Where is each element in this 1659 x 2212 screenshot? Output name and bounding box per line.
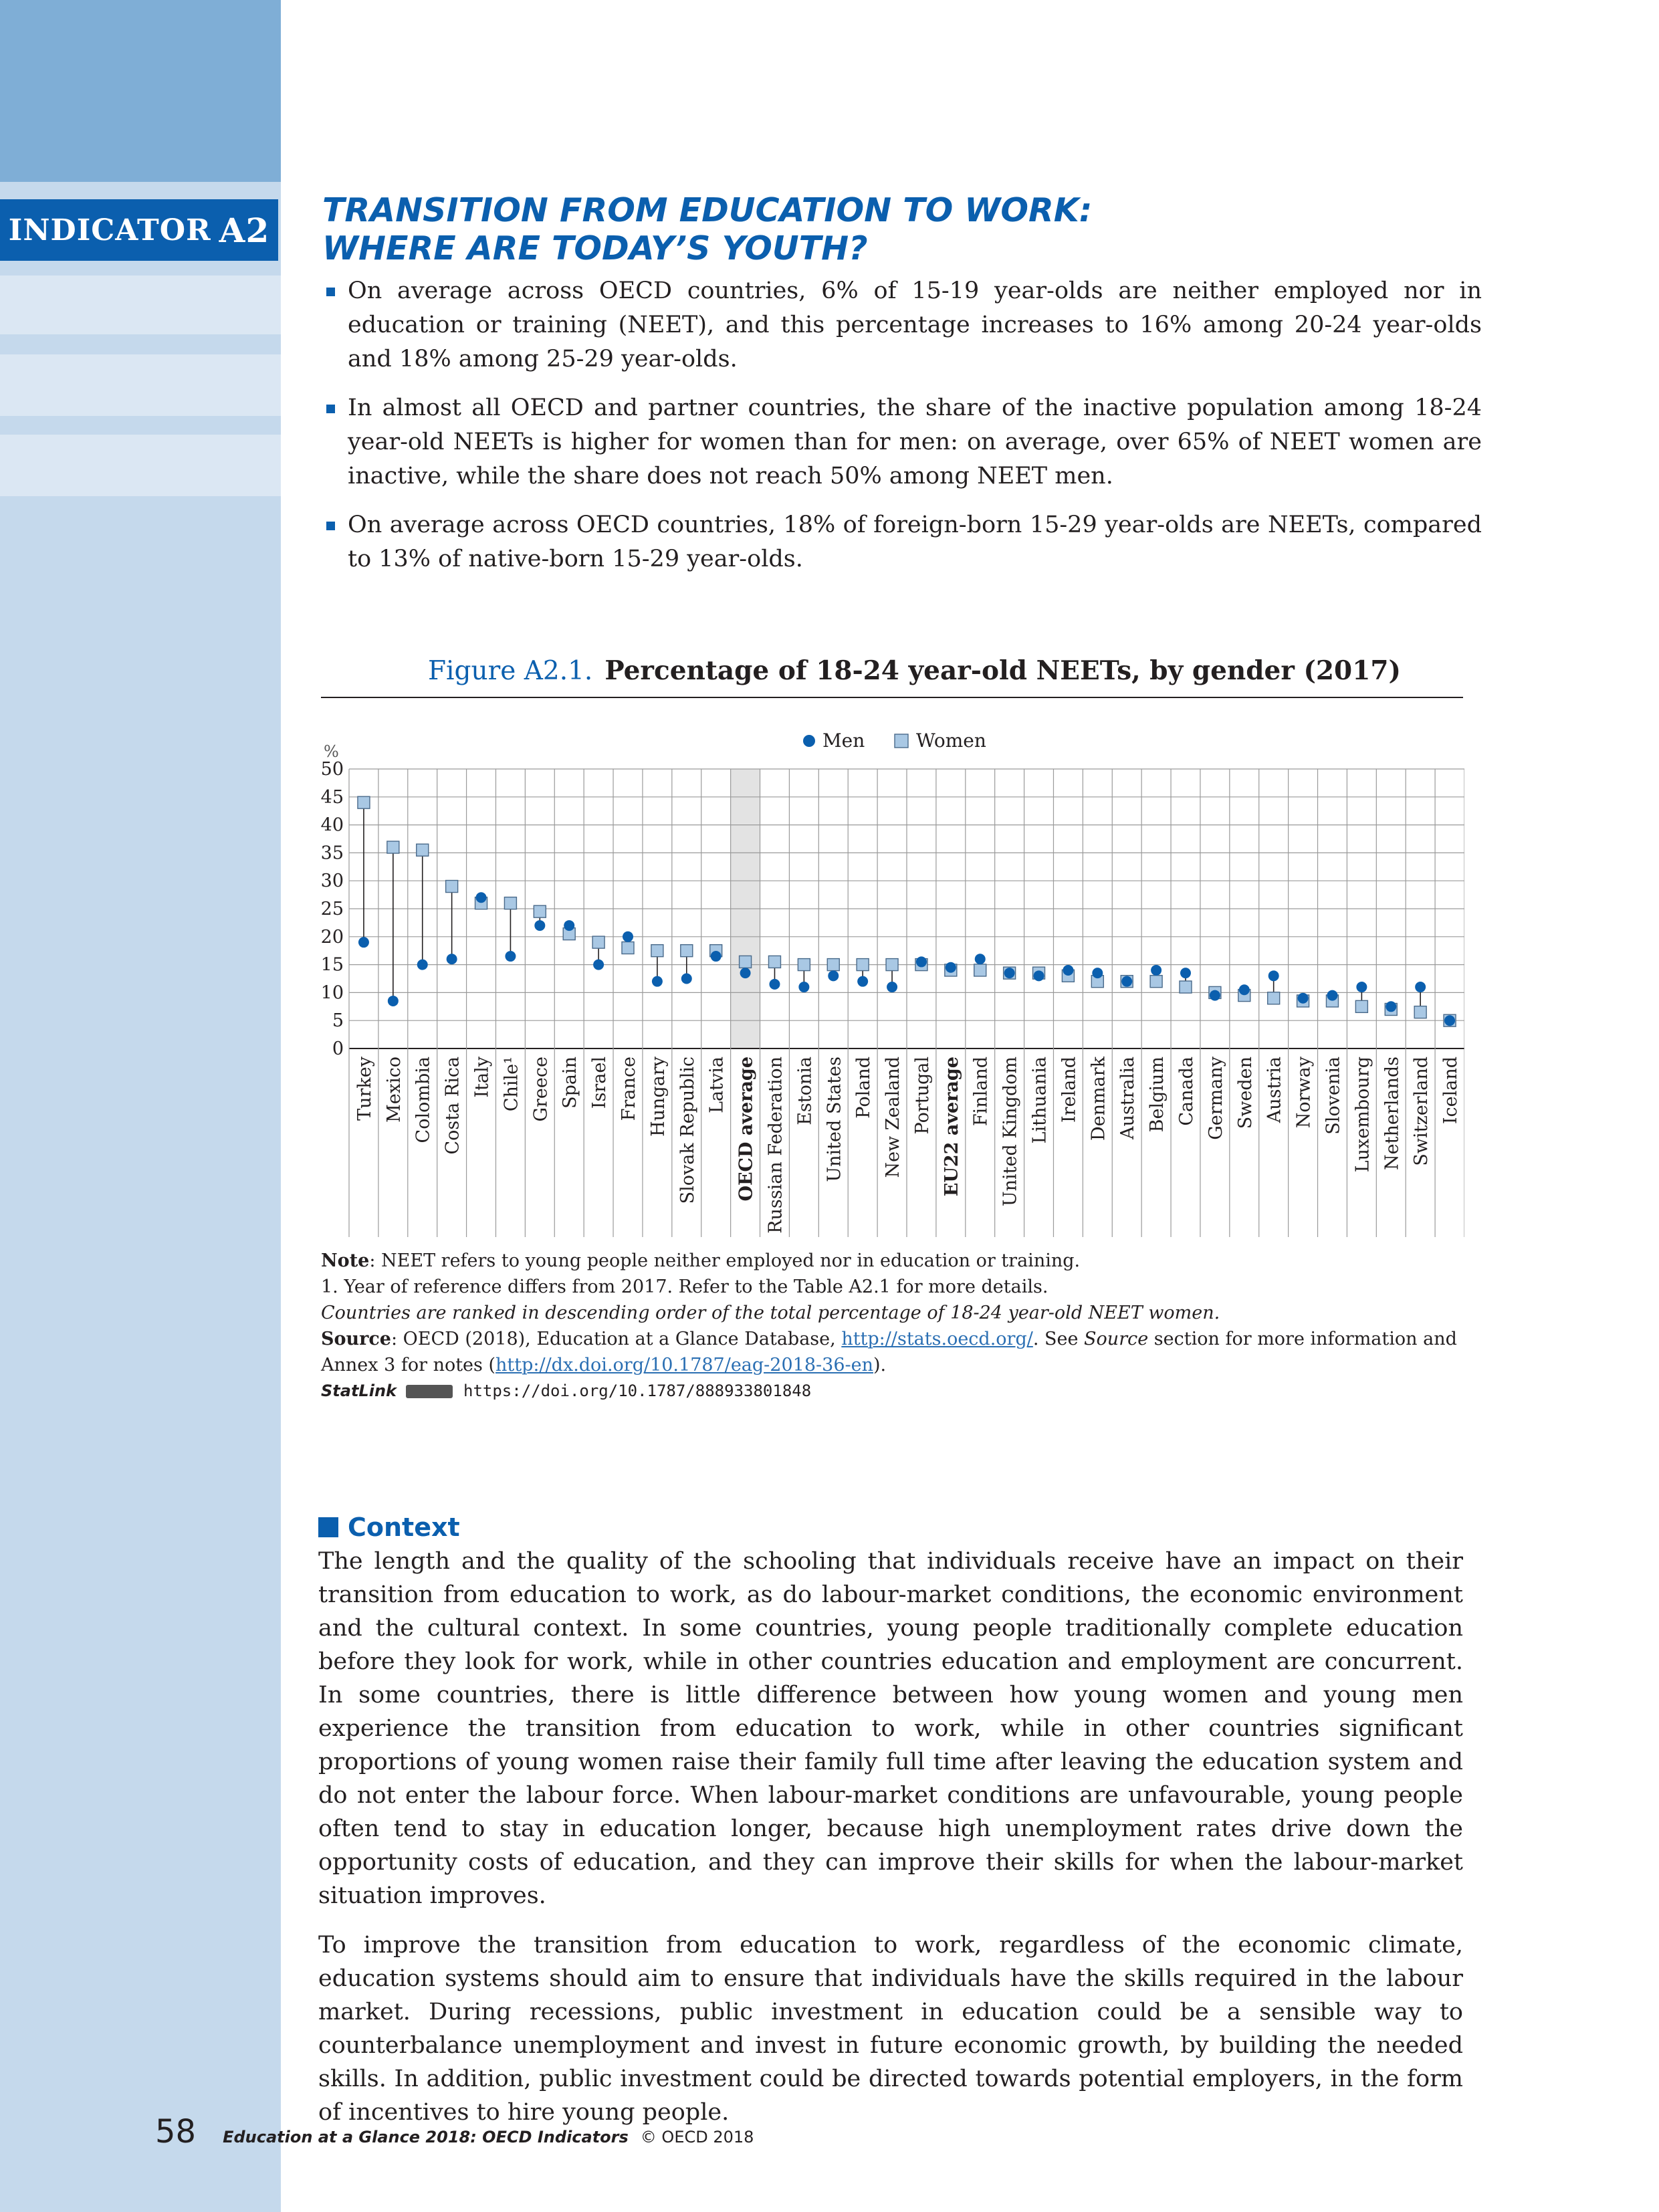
note-label: Note bbox=[321, 1250, 370, 1271]
y-tick-label: 10 bbox=[320, 982, 344, 1004]
women-point bbox=[798, 959, 810, 971]
y-tick-label: 20 bbox=[320, 926, 344, 948]
women-point bbox=[651, 945, 663, 957]
women-point bbox=[886, 959, 898, 971]
y-tick-label: 5 bbox=[332, 1010, 344, 1032]
statlink-label: StatLink bbox=[321, 1381, 397, 1400]
y-tick-label: 25 bbox=[320, 899, 344, 919]
statlink[interactable] bbox=[321, 1378, 1463, 1404]
y-tick-label: 30 bbox=[320, 871, 344, 892]
men-point bbox=[476, 892, 487, 903]
context-heading-text: Context bbox=[348, 1513, 460, 1542]
men-point bbox=[828, 970, 839, 981]
bullet-item: On average across OECD countries, 6% of 15-19 year-olds are neither employed nor in education or training (NEET), and this percentage increases to 16% among 20-24 year-olds and 18% among 25-29 year-olds. bbox=[326, 274, 1482, 376]
figure-notes bbox=[321, 1248, 1463, 1404]
men-point bbox=[975, 954, 986, 964]
sidebar-band bbox=[0, 354, 281, 416]
note-text: : NEET refers to young people neither employed nor in education or training. bbox=[369, 1250, 1081, 1271]
category-label: Colombia bbox=[413, 1057, 434, 1143]
indicator-code: A2 bbox=[219, 210, 270, 250]
men-point bbox=[916, 956, 927, 967]
source-text: section for more information and Annex 3 for notes ( bbox=[321, 1329, 1457, 1375]
sidebar-band bbox=[0, 435, 281, 496]
copyright: © OECD 2018 bbox=[640, 2128, 754, 2146]
women-point bbox=[857, 959, 869, 971]
women-point bbox=[827, 959, 839, 971]
ranking-note: Countries are ranked in descending order of the total percentage of 18-24 year-old NEET women. bbox=[321, 1303, 1220, 1323]
category-label: Luxembourg bbox=[1352, 1057, 1373, 1173]
men-point bbox=[388, 996, 399, 1006]
source-line bbox=[321, 1326, 1463, 1378]
men-point bbox=[623, 931, 633, 942]
women-point bbox=[1355, 1000, 1367, 1012]
figure-caption: Percentage of 18-24 year-old NEETs, by gender (2017) bbox=[604, 655, 1401, 686]
category-label: United Kingdom bbox=[1000, 1057, 1021, 1207]
men-point bbox=[447, 954, 457, 964]
statlink-logo-icon bbox=[406, 1385, 453, 1398]
source-label: Source bbox=[321, 1329, 391, 1349]
y-tick-label: 45 bbox=[320, 786, 344, 808]
category-label: Hungary bbox=[647, 1057, 669, 1137]
men-point bbox=[1092, 968, 1103, 978]
figure-number: Figure A2.1. bbox=[428, 656, 593, 686]
men-point bbox=[1004, 968, 1015, 978]
category-label: Austria bbox=[1264, 1057, 1285, 1123]
women-point bbox=[768, 956, 780, 968]
category-label: Sweden bbox=[1234, 1057, 1256, 1129]
source-text: : OECD (2018), Education at a Glance Database, bbox=[391, 1329, 842, 1349]
men-point bbox=[1327, 990, 1337, 1001]
women-point bbox=[622, 942, 634, 954]
sidebar-top-block bbox=[0, 0, 281, 182]
women-point bbox=[974, 964, 986, 976]
square-icon bbox=[318, 1517, 338, 1537]
women-point bbox=[1180, 981, 1192, 993]
category-label: Spain bbox=[560, 1057, 581, 1109]
source-text: ). bbox=[873, 1355, 887, 1375]
men-point bbox=[505, 951, 516, 962]
y-axis-label: % bbox=[324, 742, 339, 761]
women-point bbox=[1268, 992, 1280, 1004]
category-label: Estonia bbox=[794, 1057, 816, 1125]
stats-link[interactable]: http://stats.oecd.org/ bbox=[841, 1329, 1033, 1349]
women-point bbox=[592, 936, 604, 948]
category-label: Chile¹ bbox=[501, 1057, 522, 1112]
neet-chart bbox=[314, 729, 1464, 1244]
page-title bbox=[322, 191, 1499, 267]
category-label: Costa Rica bbox=[442, 1057, 463, 1155]
category-label: Germany bbox=[1205, 1057, 1226, 1140]
men-point bbox=[358, 937, 369, 948]
indicator-tab bbox=[0, 199, 278, 261]
men-point bbox=[1268, 970, 1279, 981]
category-label: Slovak Republic bbox=[677, 1057, 698, 1204]
title-line-1: TRANSITION FROM EDUCATION TO WORK: bbox=[322, 191, 1093, 229]
category-label: Norway bbox=[1293, 1057, 1315, 1129]
y-tick-label: 40 bbox=[320, 814, 344, 836]
figure-rule bbox=[321, 697, 1463, 698]
context-paragraph: The length and the quality of the schooling that individuals receive have an impact on their transition from education to work, as do labour-market conditions, the economic environment and the cultural context. In some countries, young people traditionally complete education before they look for work, while in other countries education and employment are concurrent. In some countries, there is little difference between how young women and young men experience the transition from education to work, while in other countries significant proportions of young women raise their family full time after leaving the education system and do not enter the labour force. When labour-market conditions are unfavourable, young people often tend to stay in education longer, because high unemployment rates drive down the opportunity costs of education, and they can improve their skills for when the labour-market situation improves. bbox=[318, 1548, 1463, 1909]
source-italic: Source bbox=[1084, 1329, 1149, 1349]
women-point bbox=[417, 844, 429, 856]
category-label: Denmark bbox=[1088, 1057, 1109, 1141]
title-line-2: WHERE ARE TODAY’S YOUTH? bbox=[322, 229, 868, 267]
men-point bbox=[1151, 965, 1162, 976]
women-point bbox=[358, 796, 370, 808]
women-point bbox=[740, 956, 752, 968]
category-label: Russian Federation bbox=[765, 1057, 786, 1234]
page-number: 58 bbox=[155, 2113, 197, 2150]
legend-women-marker bbox=[895, 734, 908, 748]
category-label: Italy bbox=[471, 1057, 493, 1098]
men-point bbox=[652, 976, 663, 987]
men-point bbox=[1239, 984, 1250, 995]
category-label: Iceland bbox=[1440, 1057, 1462, 1125]
men-point bbox=[417, 960, 428, 970]
y-tick-label: 50 bbox=[320, 759, 344, 780]
category-label: France bbox=[619, 1057, 639, 1121]
category-label: New Zealand bbox=[883, 1057, 904, 1178]
y-tick-label: 35 bbox=[320, 843, 344, 864]
footnote-1: 1. Year of reference differs from 2017. Refer to the Table A2.1 for more details. bbox=[321, 1277, 1048, 1297]
figure-title bbox=[428, 655, 1461, 686]
category-label: Netherlands bbox=[1381, 1057, 1403, 1170]
women-point bbox=[504, 897, 516, 909]
men-point bbox=[593, 960, 604, 970]
men-point bbox=[564, 920, 574, 931]
bullet-item: On average across OECD countries, 18% of foreign-born 15-29 year-olds are NEETs, compared to 13% of native-born 15-29 year-olds. bbox=[326, 508, 1482, 576]
men-point bbox=[1034, 970, 1044, 981]
bullet-item: In almost all OECD and partner countries, the share of the inactive population among 18-24 year-old NEETs is higher for women than for men: on average, over 65% of NEET women are inactive, while the share does not reach 50% among NEET men. bbox=[326, 391, 1482, 493]
category-label: Lithuania bbox=[1029, 1057, 1050, 1144]
men-point bbox=[1298, 993, 1309, 1004]
category-label: Mexico bbox=[383, 1057, 405, 1123]
men-point bbox=[857, 976, 868, 987]
statlink-url[interactable]: https://doi.org/10.1787/888933801848 bbox=[463, 1381, 812, 1400]
publication-title: Education at a Glance 2018: OECD Indicators bbox=[223, 2128, 629, 2146]
legend-men-label: Men bbox=[822, 730, 865, 752]
women-point bbox=[1150, 976, 1162, 988]
legend-men-marker bbox=[803, 735, 815, 747]
men-point bbox=[740, 968, 751, 978]
category-label: Latvia bbox=[706, 1057, 728, 1113]
men-point bbox=[1356, 982, 1367, 992]
category-label: Israel bbox=[589, 1057, 611, 1109]
page-footer bbox=[155, 2113, 754, 2150]
y-tick-label: 15 bbox=[320, 954, 344, 976]
women-point bbox=[534, 905, 546, 917]
women-point bbox=[681, 945, 693, 957]
category-label: Australia bbox=[1117, 1057, 1139, 1139]
men-point bbox=[681, 974, 692, 984]
men-point bbox=[1210, 990, 1220, 1001]
category-label: Ireland bbox=[1059, 1057, 1080, 1123]
context-paragraph: To improve the transition from education to work, regardless of the economic climate, education systems should aim to ensure that individuals have the skills required in the labour market. During recessions, public investment in education could be a sensible way to counterbalance unemployment and invest in future economic growth, by building the needed skills. In addition, public investment could be directed towards potential employers, in the form of incentives to hire young people. bbox=[318, 1932, 1463, 2126]
men-point bbox=[1063, 965, 1073, 976]
category-label: Greece bbox=[530, 1057, 552, 1122]
category-label: Portugal bbox=[911, 1057, 933, 1135]
legend-women-label: Women bbox=[916, 730, 986, 752]
category-label: Finland bbox=[970, 1057, 992, 1127]
men-point bbox=[1444, 1015, 1455, 1026]
women-point bbox=[387, 841, 399, 853]
men-point bbox=[887, 982, 897, 992]
sidebar bbox=[0, 0, 281, 2212]
category-label: OECD average bbox=[736, 1057, 757, 1202]
doi-link[interactable]: http://dx.doi.org/10.1787/eag-2018-36-en bbox=[495, 1355, 873, 1375]
category-label: Switzerland bbox=[1411, 1057, 1432, 1166]
women-point bbox=[446, 881, 458, 893]
context-body bbox=[318, 1545, 1463, 2145]
men-point bbox=[1121, 976, 1132, 987]
category-label: Slovenia bbox=[1323, 1057, 1344, 1135]
context-heading bbox=[318, 1513, 460, 1542]
men-point bbox=[1415, 982, 1426, 992]
category-label: EU22 average bbox=[941, 1057, 962, 1197]
men-point bbox=[1180, 968, 1191, 978]
note-line bbox=[321, 1248, 1463, 1274]
y-tick-label: 0 bbox=[332, 1038, 344, 1059]
sidebar-band bbox=[0, 275, 281, 334]
source-text: . See bbox=[1032, 1329, 1085, 1349]
men-point bbox=[798, 982, 809, 992]
men-point bbox=[711, 951, 722, 962]
men-point bbox=[946, 962, 956, 973]
category-label: Turkey bbox=[354, 1057, 375, 1121]
women-point bbox=[1414, 1006, 1426, 1018]
category-label: Canada bbox=[1176, 1057, 1197, 1126]
category-label: United States bbox=[824, 1057, 845, 1182]
key-findings bbox=[326, 274, 1482, 591]
men-point bbox=[534, 920, 545, 931]
indicator-label: INDICATOR bbox=[8, 213, 211, 247]
men-point bbox=[769, 979, 780, 990]
category-label: Poland bbox=[853, 1057, 875, 1119]
men-point bbox=[1386, 1001, 1396, 1012]
category-label: Belgium bbox=[1147, 1057, 1168, 1133]
